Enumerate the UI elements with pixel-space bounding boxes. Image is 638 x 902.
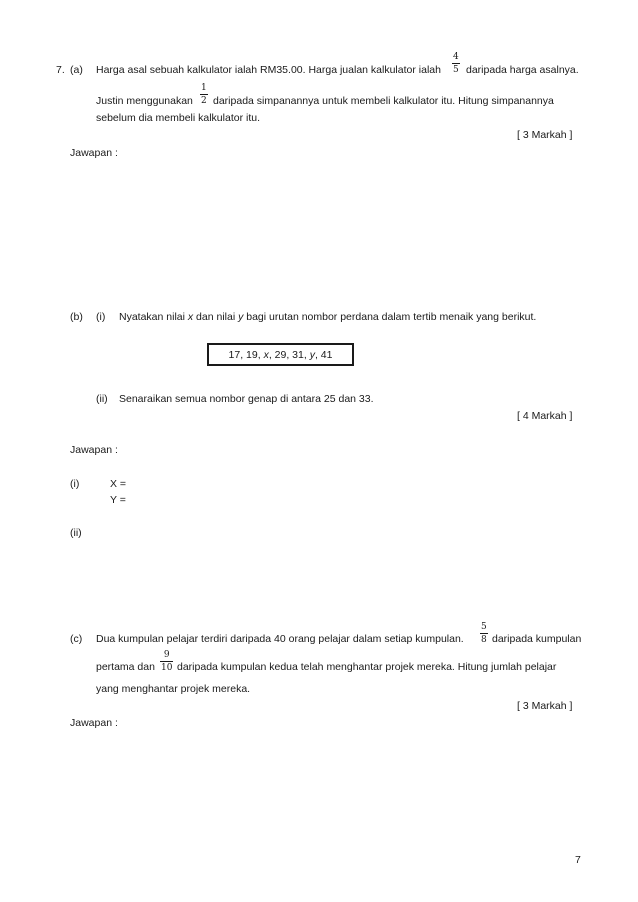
part-a-line1-end: daripada harga asalnya. [466,64,579,76]
part-a-line2: Justin menggunakan [96,95,193,107]
fraction-nine-tenths: 9 10 [161,650,173,673]
part-a-answer-label: Jawapan : [70,147,118,159]
fraction-five-eighths: 5 8 [481,622,487,645]
part-b-marks: [ 4 Markah ] [517,410,573,422]
part-c-marks: [ 3 Markah ] [517,700,573,712]
part-b-answer-label: Jawapan : [70,444,118,456]
fraction-one-half: 1 2 [201,83,207,106]
prime-sequence-box: 17, 19, x , 29, 31, y , 41 [207,343,354,366]
part-c-line1-end: daripada kumpulan [492,633,582,645]
part-a-label: (a) [70,64,83,76]
part-c-line3: yang menghantar projek mereka. [96,683,251,695]
part-c-answer-label: Jawapan : [70,717,118,729]
question-number: 7. [56,64,65,76]
part-a-line3: sebelum dia membeli kalkulator itu. [96,112,260,124]
part-b-answer-ii-label: (ii) [70,527,82,539]
part-b-ii-text: Senaraikan semua nombor genap di antara 25 dan 33. [119,393,374,405]
part-a-line2-end: daripada simpanannya untuk membeli kalkulator itu. Hitung simpanannya [213,95,554,107]
answer-y: Y = [110,494,126,506]
part-b-i-text: Nyatakan nilai x dan nilai y bagi urutan nombor perdana dalam tertib menaik yang berikut. [119,311,537,323]
fraction-four-fifths: 4 5 [453,52,459,75]
page-number: 7 [575,854,581,866]
answer-x: X = [110,478,127,490]
part-c-line2-end: daripada kumpulan kedua telah menghantar projek mereka. Hitung jumlah pelajar [177,661,557,673]
part-b-ii-label: (ii) [96,393,108,405]
part-b-label: (b) [70,311,83,323]
part-c-line1: Dua kumpulan pelajar terdiri daripada 40 orang pelajar dalam setiap kumpulan. [96,633,464,645]
part-b-i-label: (i) [96,311,106,323]
part-b-answer-i-label: (i) [70,478,80,490]
part-c-label: (c) [70,633,83,645]
part-a-line1: Harga asal sebuah kalkulator ialah RM35.00. Harga jualan kalkulator ialah [96,64,441,76]
part-a-marks: [ 3 Markah ] [517,129,573,141]
part-c-line2: pertama dan [96,661,155,673]
